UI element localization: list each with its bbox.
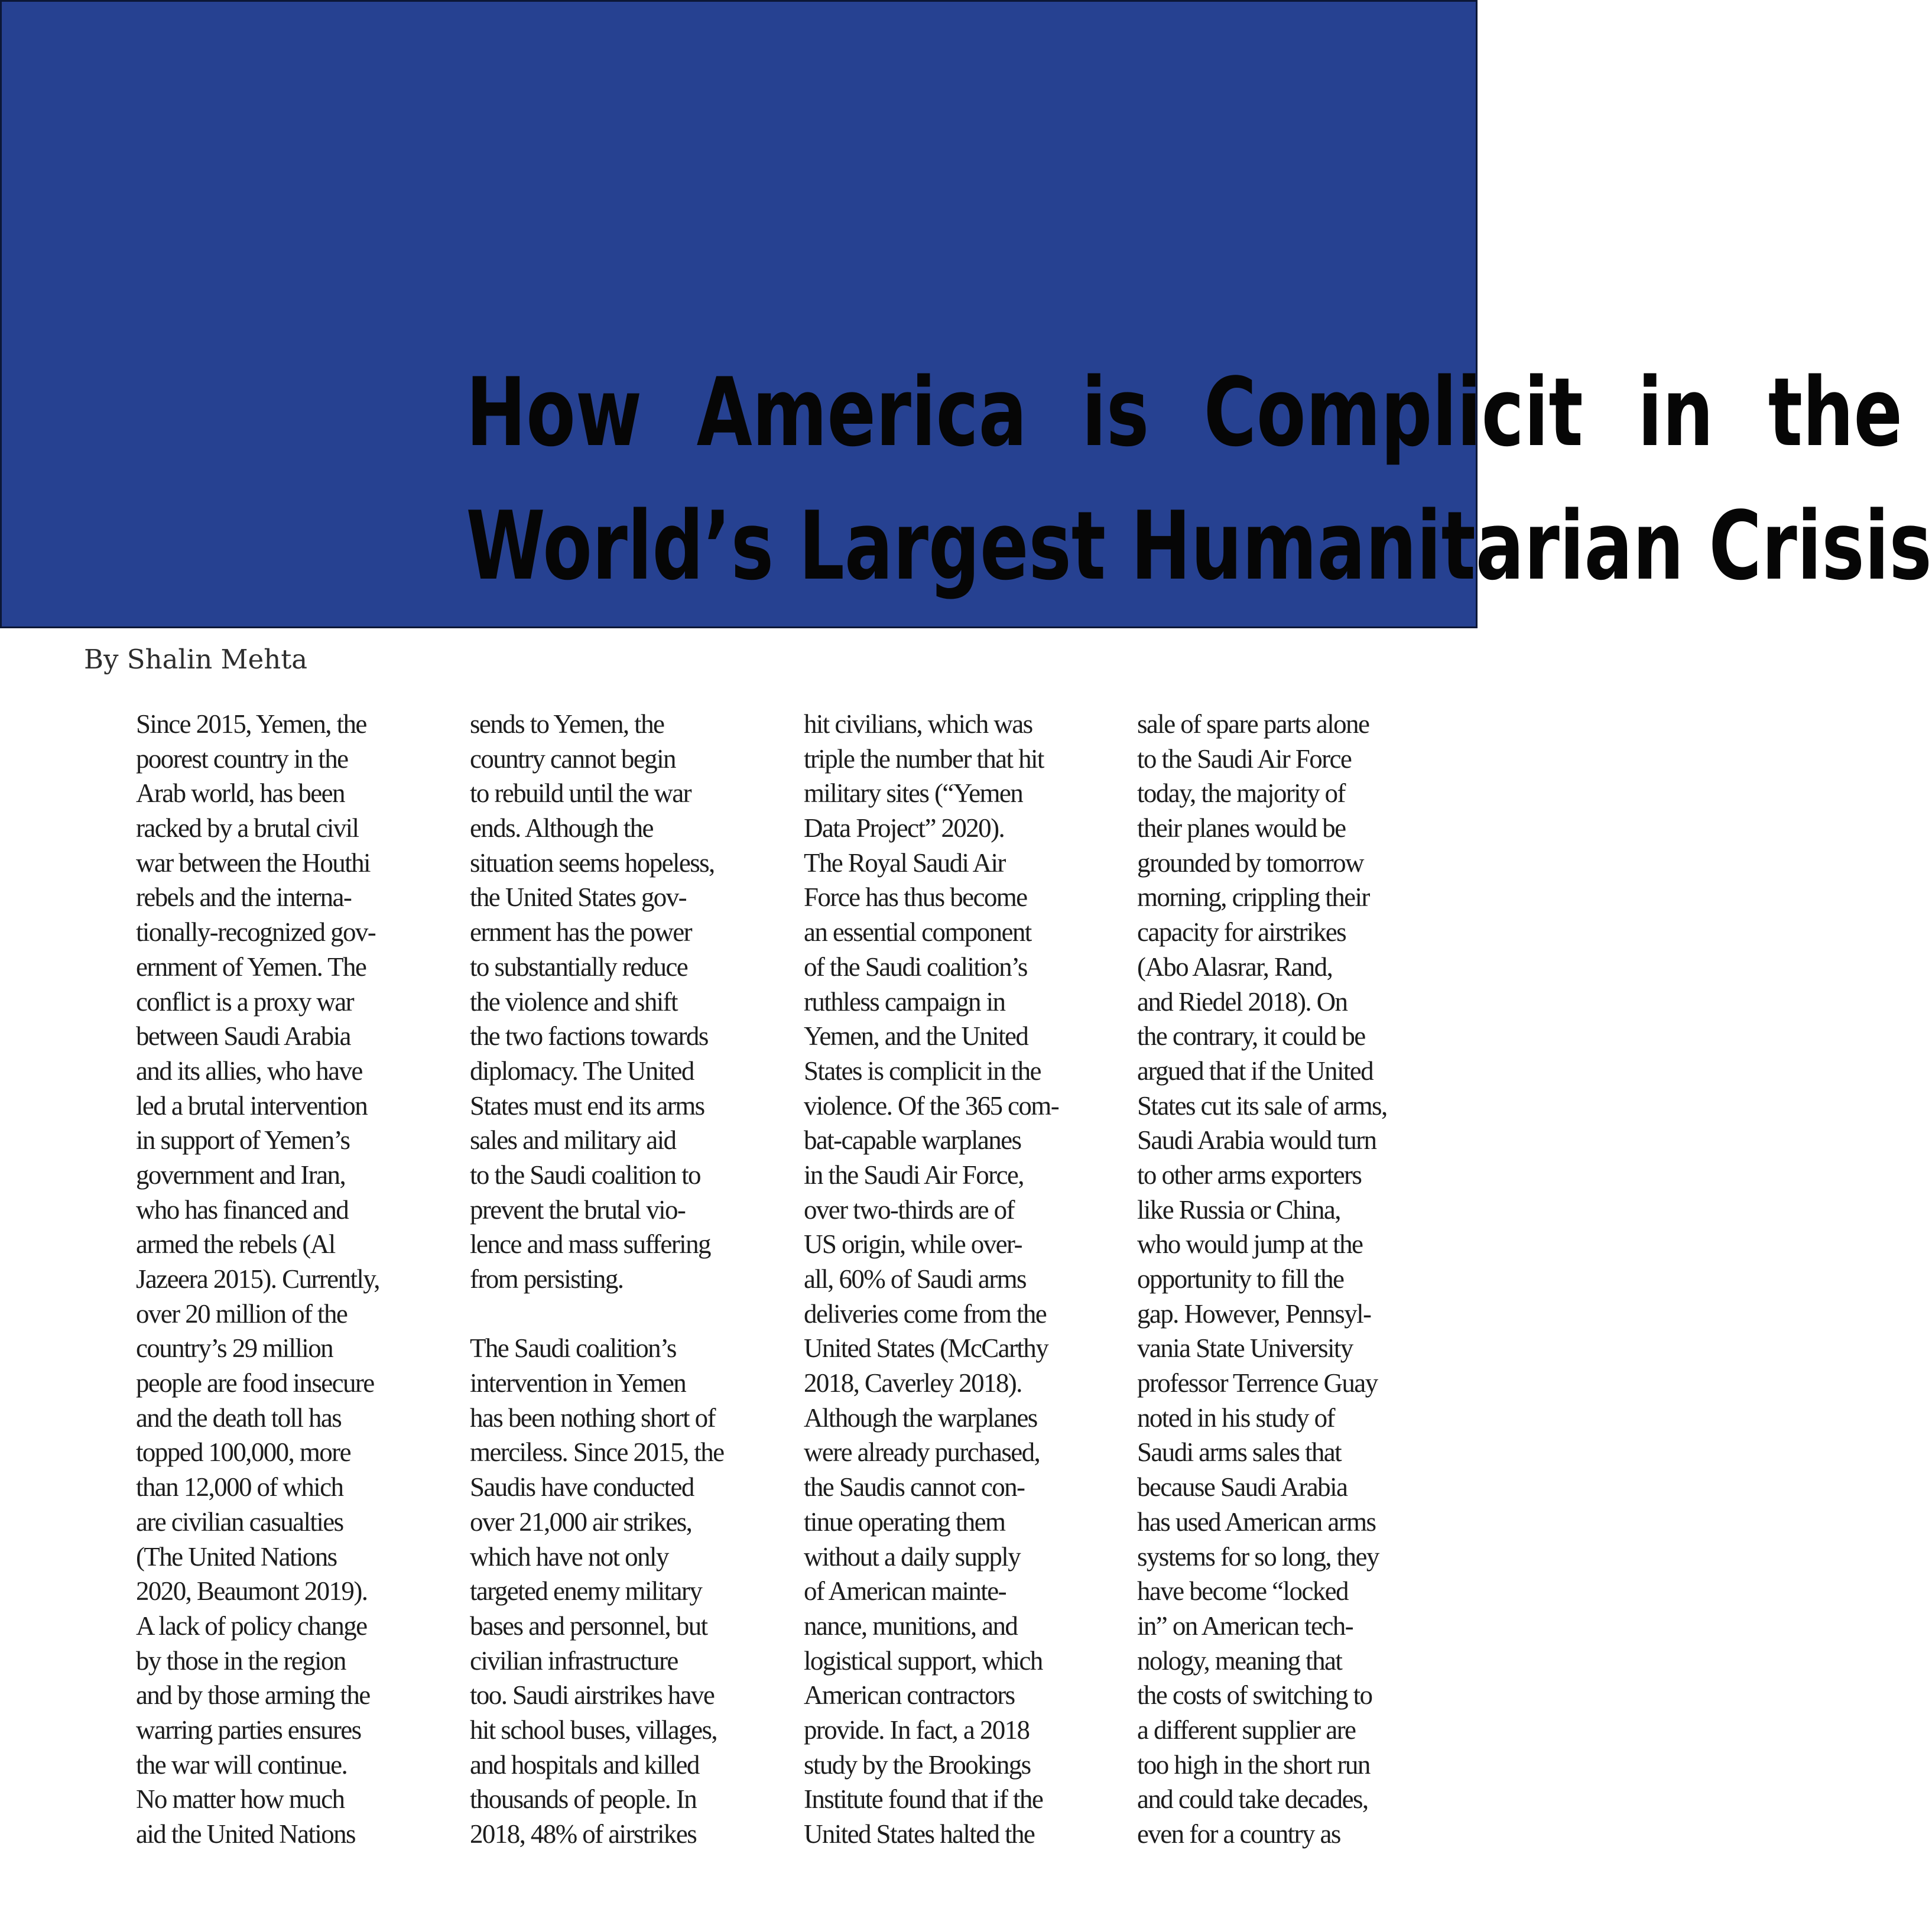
text-line: to substantially reduce — [470, 952, 688, 982]
text-line: has used American arms — [1137, 1507, 1376, 1537]
text-line: US origin, while over- — [804, 1229, 1022, 1259]
text-line: have become “locked — [1137, 1576, 1348, 1606]
text-line: tinue operating them — [804, 1507, 1005, 1537]
text-line: too high in the short run — [1137, 1749, 1370, 1780]
text-line: grounded by tomorrow — [1137, 848, 1363, 878]
text-line: The Saudi coalition’s — [470, 1333, 676, 1364]
text-line: vania State University — [1137, 1333, 1353, 1364]
text-line: deliveries come from the — [804, 1299, 1047, 1329]
text-line: government and Iran, — [136, 1160, 346, 1190]
text-line: Saudis have conducted — [470, 1472, 694, 1502]
text-line: country cannot begin — [470, 744, 676, 774]
text-line: logistical support, which — [804, 1645, 1043, 1676]
text-line: military sites (“Yemen — [804, 778, 1023, 809]
text-line: are civilian casualties — [136, 1507, 343, 1537]
text-line: Although the warplanes — [804, 1403, 1037, 1433]
text-line: nology, meaning that — [1137, 1645, 1342, 1676]
text-line: today, the majority of — [1137, 778, 1345, 809]
text-line: systems for so long, they — [1137, 1541, 1379, 1572]
text-line: too. Saudi airstrikes have — [470, 1680, 715, 1710]
text-line: merciless. Since 2015, the — [470, 1437, 724, 1468]
text-line: triple the number that hit — [804, 744, 1044, 774]
text-line: like Russia or China, — [1137, 1194, 1340, 1225]
text-line: and by those arming the — [136, 1680, 370, 1710]
text-line: aid the United Nations — [136, 1819, 355, 1849]
text-line: without a daily supply — [804, 1541, 1021, 1572]
text-line: who would jump at the — [1137, 1229, 1363, 1259]
text-line: topped 100,000, more — [136, 1437, 350, 1468]
text-line: people are food insecure — [136, 1368, 374, 1398]
text-line: sends to Yemen, the — [470, 709, 664, 739]
text-line: noted in his study of — [1137, 1403, 1334, 1433]
text-line: over 21,000 air strikes, — [470, 1507, 692, 1537]
text-line: 2018, Caverley 2018). — [804, 1368, 1022, 1398]
text-line: Data Project” 2020). — [804, 813, 1005, 843]
text-line: from persisting. — [470, 1264, 624, 1294]
text-line: war between the Houthi — [136, 848, 370, 878]
text-line: (Abo Alasrar, Rand, — [1137, 952, 1333, 982]
byline: By Shalin Mehta — [84, 644, 308, 675]
text-line: by those in the region — [136, 1645, 346, 1676]
text-line: even for a country as — [1137, 1819, 1340, 1849]
text-line: and its allies, who have — [136, 1056, 362, 1086]
text-line: ends. Although the — [470, 813, 653, 843]
text-line: ruthless campaign in — [804, 986, 1005, 1017]
text-line: warring parties ensures — [136, 1715, 361, 1745]
text-line: in” on American tech- — [1137, 1611, 1353, 1641]
text-line: which have not only — [470, 1541, 668, 1572]
text-line: situation seems hopeless, — [470, 848, 715, 878]
text-line: argued that if the United — [1137, 1056, 1373, 1086]
text-line: Saudi Arabia would turn — [1137, 1125, 1376, 1155]
text-line: of the Saudi coalition’s — [804, 952, 1027, 982]
text-line: their planes would be — [1137, 813, 1346, 843]
text-line: intervention in Yemen — [470, 1368, 686, 1398]
text-line: and the death toll has — [136, 1403, 342, 1433]
text-line: an essential component — [804, 917, 1031, 947]
text-line: all, 60% of Saudi arms — [804, 1264, 1026, 1294]
text-line: and hospitals and killed — [470, 1749, 699, 1780]
text-line: civilian infrastructure — [470, 1645, 678, 1676]
text-line: the violence and shift — [470, 986, 677, 1017]
text-line: tionally-recognized gov- — [136, 917, 376, 947]
text-line: bat-capable warplanes — [804, 1125, 1021, 1155]
text-line: conflict is a proxy war — [136, 986, 354, 1017]
text-line: opportunity to fill the — [1137, 1264, 1344, 1294]
title-line-1: How America is Complicit in the — [466, 357, 1902, 468]
text-line: United States (McCarthy — [804, 1333, 1048, 1364]
text-line: the costs of switching to — [1137, 1680, 1372, 1710]
text-line: the two factions towards — [470, 1021, 708, 1051]
article-title — [466, 346, 1932, 613]
text-line: because Saudi Arabia — [1137, 1472, 1347, 1502]
text-line: to other arms exporters — [1137, 1160, 1362, 1190]
text-line: prevent the brutal vio- — [470, 1194, 686, 1225]
text-line: the war will continue. — [136, 1749, 348, 1780]
text-line: a different supplier are — [1137, 1715, 1356, 1745]
text-line: (The United Nations — [136, 1541, 337, 1572]
text-line: American contractors — [804, 1680, 1015, 1710]
text-line: and Riedel 2018). On — [1137, 986, 1347, 1017]
text-line: 2020, Beaumont 2019). — [136, 1576, 368, 1606]
text-line: 2018, 48% of airstrikes — [470, 1819, 697, 1849]
text-column-3 — [804, 707, 1102, 1852]
text-line: Institute found that if the — [804, 1784, 1043, 1814]
text-column-1 — [136, 707, 434, 1852]
text-line: to the Saudi Air Force — [1137, 744, 1352, 774]
text-line: States is complicit in the — [804, 1056, 1041, 1086]
text-line: professor Terrence Guay — [1137, 1368, 1378, 1398]
text-line: Force has thus become — [804, 882, 1027, 913]
text-line: bases and personnel, but — [470, 1611, 707, 1641]
text-line: than 12,000 of which — [136, 1472, 343, 1502]
text-line: poorest country in the — [136, 744, 348, 774]
paragraph-break — [470, 1297, 768, 1332]
text-line: to rebuild until the war — [470, 778, 691, 809]
text-line: to the Saudi coalition to — [470, 1160, 700, 1190]
text-column-2 — [470, 707, 768, 1852]
text-line: targeted enemy military — [470, 1576, 702, 1606]
text-line: hit school buses, villages, — [470, 1715, 717, 1745]
text-line: United States halted the — [804, 1819, 1035, 1849]
text-line: The Royal Saudi Air — [804, 848, 1005, 878]
text-line: ernment has the power — [470, 917, 692, 947]
text-line: country’s 29 million — [136, 1333, 333, 1364]
text-line: over two-thirds are of — [804, 1194, 1014, 1225]
title-line-2: World’s Largest Humanitarian Crisis — [466, 491, 1932, 601]
text-line: sales and military aid — [470, 1125, 676, 1155]
text-line: capacity for airstrikes — [1137, 917, 1346, 947]
text-line: Yemen, and the United — [804, 1021, 1028, 1051]
text-line: States must end its arms — [470, 1090, 704, 1121]
text-line: of American mainte- — [804, 1576, 1006, 1606]
text-line: A lack of policy change — [136, 1611, 367, 1641]
text-line: Arab world, has been — [136, 778, 345, 809]
text-column-4 — [1137, 707, 1436, 1852]
text-line: Since 2015, Yemen, the — [136, 709, 366, 739]
text-line: morning, crippling their — [1137, 882, 1369, 913]
text-line: lence and mass suffering — [470, 1229, 710, 1259]
text-line: Saudi arms sales that — [1137, 1437, 1342, 1468]
text-line: violence. Of the 365 com- — [804, 1090, 1059, 1121]
text-line: in the Saudi Air Force, — [804, 1160, 1024, 1190]
text-line: thousands of people. In — [470, 1784, 697, 1814]
text-line: the contrary, it could be — [1137, 1021, 1365, 1051]
text-line: the United States gov- — [470, 882, 686, 913]
text-line: No matter how much — [136, 1784, 345, 1814]
title-banner — [0, 0, 1932, 628]
text-line: rebels and the interna- — [136, 882, 352, 913]
text-line: nance, munitions, and — [804, 1611, 1018, 1641]
text-line: study by the Brookings — [804, 1749, 1031, 1780]
text-line: who has financed and — [136, 1194, 349, 1225]
text-line: States cut its sale of arms, — [1137, 1090, 1387, 1121]
text-line: provide. In fact, a 2018 — [804, 1715, 1030, 1745]
text-line: sale of spare parts alone — [1137, 709, 1369, 739]
text-line: racked by a brutal civil — [136, 813, 359, 843]
text-line: Jazeera 2015). Currently, — [136, 1264, 379, 1294]
text-line: diplomacy. The United — [470, 1056, 694, 1086]
text-line: hit civilians, which was — [804, 709, 1032, 739]
text-line: ernment of Yemen. The — [136, 952, 366, 982]
text-line: the Saudis cannot con- — [804, 1472, 1025, 1502]
text-line: and could take decades, — [1137, 1784, 1368, 1814]
text-line: gap. However, Pennsyl- — [1137, 1299, 1371, 1329]
text-line: armed the rebels (Al — [136, 1229, 335, 1259]
text-line: over 20 million of the — [136, 1299, 348, 1329]
text-line: led a brutal intervention — [136, 1090, 368, 1121]
text-line: in support of Yemen’s — [136, 1125, 350, 1155]
text-line: has been nothing short of — [470, 1403, 715, 1433]
text-line: were already purchased, — [804, 1437, 1040, 1468]
text-line: between Saudi Arabia — [136, 1021, 350, 1051]
